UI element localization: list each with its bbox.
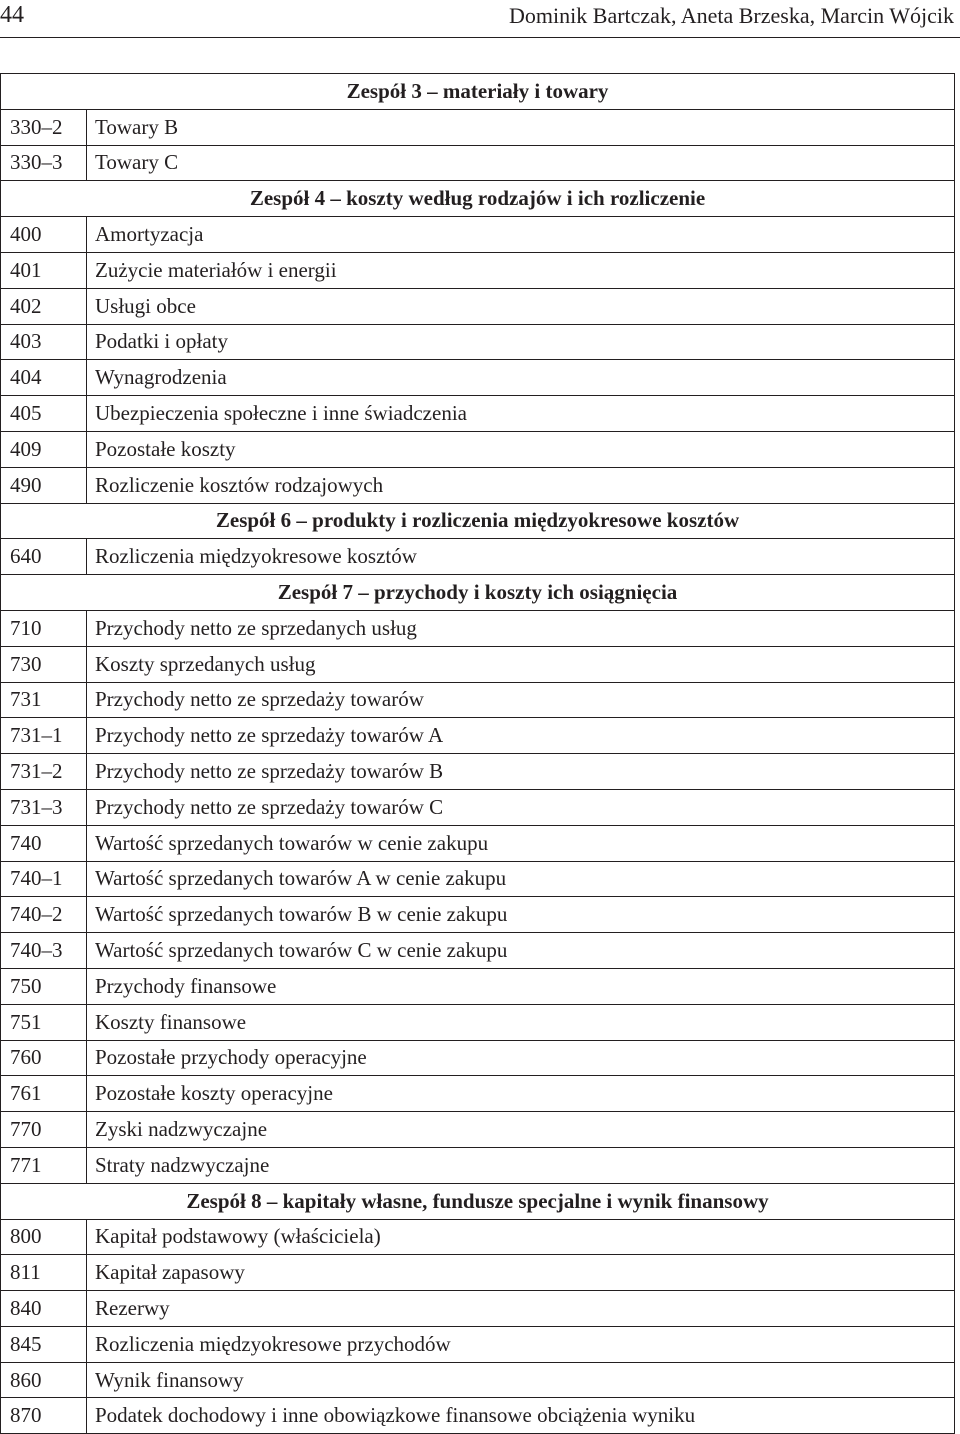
- account-code: 840: [1, 1291, 87, 1327]
- account-row: [1, 754, 955, 790]
- account-code: 731–2: [1, 754, 87, 790]
- page-header: [0, 0, 960, 34]
- account-row: [1, 1112, 955, 1148]
- account-name: Rezerwy: [87, 1291, 955, 1327]
- account-name: Przychody netto ze sprzedaży towarów C: [87, 789, 955, 825]
- account-code: 811: [1, 1255, 87, 1291]
- account-name: Pozostałe koszty operacyjne: [87, 1076, 955, 1112]
- account-name: Rozliczenia międzyokresowe kosztów: [87, 539, 955, 575]
- account-name: Kapitał podstawowy (właściciela): [87, 1219, 955, 1255]
- account-row: [1, 467, 955, 503]
- account-name: Ubezpieczenia społeczne i inne świadczenia: [87, 396, 955, 432]
- account-name: Rozliczenia międzyokresowe przychodów: [87, 1326, 955, 1362]
- account-code: 845: [1, 1326, 87, 1362]
- account-name: Towary C: [87, 145, 955, 181]
- group-title: Zespół 4 – koszty według rodzajów i ich rozliczenie: [1, 181, 955, 217]
- account-name: Pozostałe koszty: [87, 431, 955, 467]
- account-name: Wartość sprzedanych towarów A w cenie zakupu: [87, 861, 955, 897]
- account-name: Amortyzacja: [87, 217, 955, 253]
- account-name: Usługi obce: [87, 288, 955, 324]
- account-name: Towary B: [87, 109, 955, 145]
- account-name: Przychody netto ze sprzedanych usług: [87, 610, 955, 646]
- account-code: 761: [1, 1076, 87, 1112]
- account-row: [1, 1398, 955, 1434]
- account-name: Przychody netto ze sprzedaży towarów: [87, 682, 955, 718]
- account-row: [1, 610, 955, 646]
- page-number: 44: [0, 2, 24, 28]
- account-row: [1, 1004, 955, 1040]
- account-code: 490: [1, 467, 87, 503]
- account-code: 740: [1, 825, 87, 861]
- account-code: 750: [1, 968, 87, 1004]
- account-code: 731–1: [1, 718, 87, 754]
- account-name: Kapitał zapasowy: [87, 1255, 955, 1291]
- account-name: Podatki i opłaty: [87, 324, 955, 360]
- account-row: [1, 1291, 955, 1327]
- account-row: [1, 1040, 955, 1076]
- account-code: 402: [1, 288, 87, 324]
- account-code: 740–2: [1, 897, 87, 933]
- account-code: 770: [1, 1112, 87, 1148]
- account-row: [1, 682, 955, 718]
- account-name: Koszty finansowe: [87, 1004, 955, 1040]
- account-name: Podatek dochodowy i inne obowiązkowe finansowe obciążenia wyniku: [87, 1398, 955, 1434]
- account-row: [1, 789, 955, 825]
- account-code: 740–1: [1, 861, 87, 897]
- account-name: Wartość sprzedanych towarów C w cenie zakupu: [87, 933, 955, 969]
- account-name: Zużycie materiałów i energii: [87, 252, 955, 288]
- account-code: 640: [1, 539, 87, 575]
- account-code: 404: [1, 360, 87, 396]
- group-title: Zespół 8 – kapitały własne, fundusze specjalne i wynik finansowy: [1, 1183, 955, 1219]
- account-row: [1, 288, 955, 324]
- account-code: 870: [1, 1398, 87, 1434]
- group-header-row: [1, 1183, 955, 1219]
- account-name: Wartość sprzedanych towarów w cenie zakupu: [87, 825, 955, 861]
- account-row: [1, 431, 955, 467]
- account-name: Przychody finansowe: [87, 968, 955, 1004]
- account-name: Przychody netto ze sprzedaży towarów B: [87, 754, 955, 790]
- accounts-table-body: [1, 74, 955, 1434]
- account-row: [1, 718, 955, 754]
- group-header-row: [1, 503, 955, 539]
- account-row: [1, 396, 955, 432]
- account-code: 760: [1, 1040, 87, 1076]
- account-row: [1, 825, 955, 861]
- group-title: Zespół 3 – materiały i towary: [1, 74, 955, 110]
- account-row: [1, 861, 955, 897]
- group-header-row: [1, 575, 955, 611]
- account-row: [1, 1326, 955, 1362]
- group-header-row: [1, 74, 955, 110]
- account-code: 730: [1, 646, 87, 682]
- group-header-row: [1, 181, 955, 217]
- account-code: 860: [1, 1362, 87, 1398]
- group-title: Zespół 7 – przychody i koszty ich osiągnięcia: [1, 575, 955, 611]
- account-row: [1, 968, 955, 1004]
- account-row: [1, 360, 955, 396]
- running-head-authors: Dominik Bartczak, Aneta Brzeska, Marcin Wójcik: [509, 3, 954, 28]
- account-row: [1, 109, 955, 145]
- account-code: 405: [1, 396, 87, 432]
- account-code: 400: [1, 217, 87, 253]
- account-row: [1, 1362, 955, 1398]
- account-name: Koszty sprzedanych usług: [87, 646, 955, 682]
- account-name: Wynik finansowy: [87, 1362, 955, 1398]
- account-row: [1, 1147, 955, 1183]
- account-row: [1, 539, 955, 575]
- account-name: Przychody netto ze sprzedaży towarów A: [87, 718, 955, 754]
- account-name: Rozliczenie kosztów rodzajowych: [87, 467, 955, 503]
- account-name: Pozostałe przychody operacyjne: [87, 1040, 955, 1076]
- account-code: 751: [1, 1004, 87, 1040]
- account-name: Zyski nadzwyczajne: [87, 1112, 955, 1148]
- account-code: 740–3: [1, 933, 87, 969]
- account-row: [1, 933, 955, 969]
- group-title: Zespół 6 – produkty i rozliczenia międzyokresowe kosztów: [1, 503, 955, 539]
- header-divider: [0, 37, 960, 38]
- account-code: 330–2: [1, 109, 87, 145]
- account-row: [1, 324, 955, 360]
- account-row: [1, 217, 955, 253]
- account-row: [1, 1219, 955, 1255]
- account-code: 731–3: [1, 789, 87, 825]
- account-code: 771: [1, 1147, 87, 1183]
- account-name: Wartość sprzedanych towarów B w cenie zakupu: [87, 897, 955, 933]
- account-row: [1, 252, 955, 288]
- account-row: [1, 646, 955, 682]
- account-code: 800: [1, 1219, 87, 1255]
- account-name: Wynagrodzenia: [87, 360, 955, 396]
- account-code: 731: [1, 682, 87, 718]
- account-name: Straty nadzwyczajne: [87, 1147, 955, 1183]
- account-row: [1, 145, 955, 181]
- chart-of-accounts-table: [0, 73, 955, 1434]
- account-code: 409: [1, 431, 87, 467]
- account-code: 330–3: [1, 145, 87, 181]
- account-code: 710: [1, 610, 87, 646]
- account-row: [1, 1076, 955, 1112]
- account-code: 401: [1, 252, 87, 288]
- account-code: 403: [1, 324, 87, 360]
- account-row: [1, 897, 955, 933]
- account-row: [1, 1255, 955, 1291]
